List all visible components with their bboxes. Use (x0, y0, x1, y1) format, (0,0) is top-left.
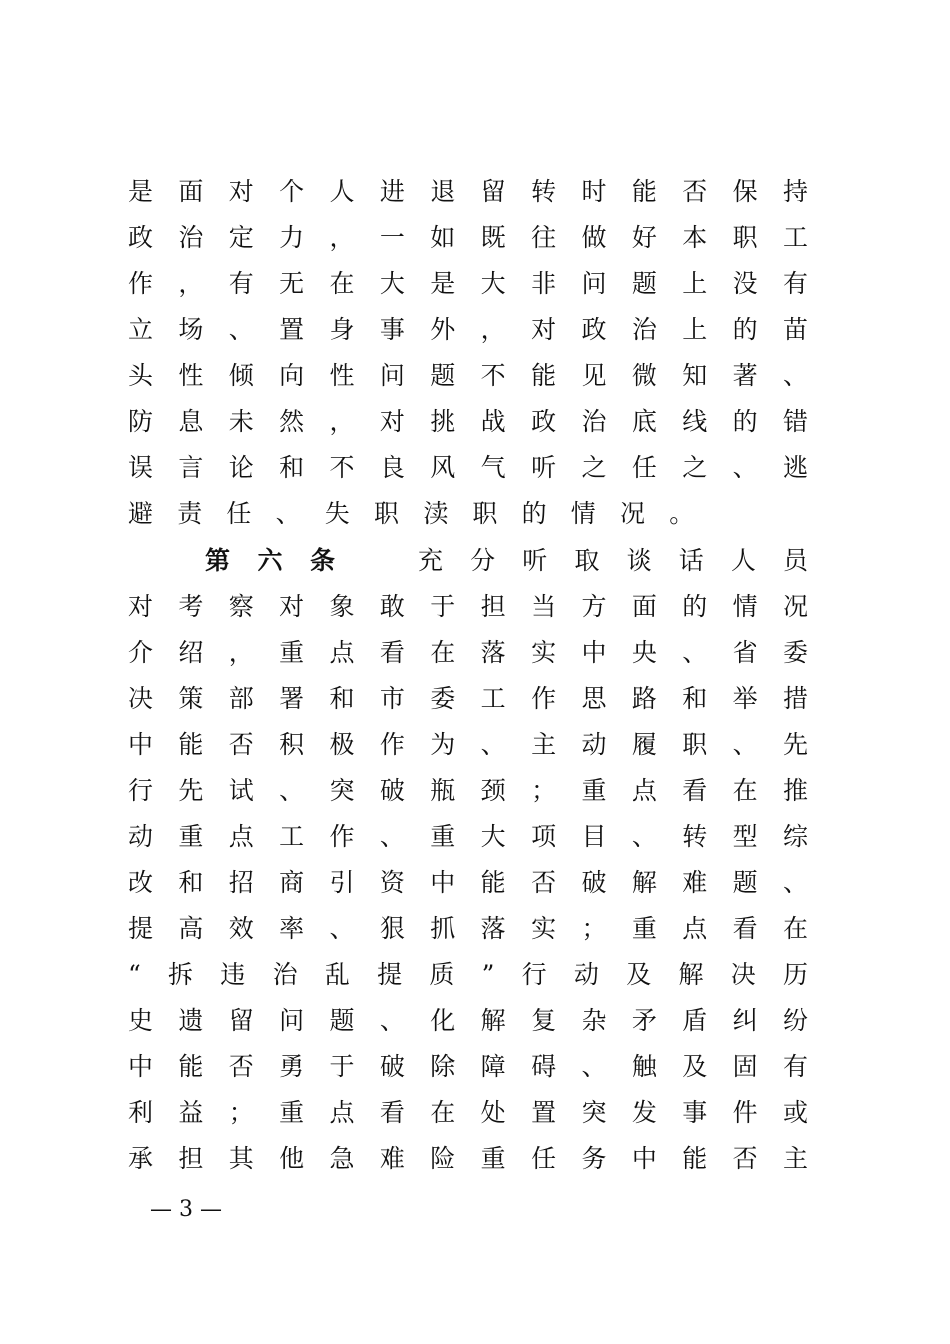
text-line: “拆违治乱提质”行动及解决历 (128, 960, 808, 989)
text-line: 作，有无在大是大非问题上没有 (128, 269, 808, 298)
text-line: 误言论和不良风气听之任之、逃 (128, 453, 808, 482)
text-line: 决策部署和市委工作思路和举措 (128, 684, 808, 713)
page-number: — 3 — (150, 1197, 222, 1222)
text-line: 介绍，重点看在落实中央、省委 (128, 638, 808, 667)
text-line: 利益；重点看在处置突发事件或 (128, 1098, 808, 1127)
text-line-paragraph-end: 避责任、失职渎职的情况。 (128, 499, 719, 528)
text-line: 动重点工作、重大项目、转型综 (128, 822, 808, 851)
text-line: 头性倾向性问题不能见微知著、 (128, 361, 808, 390)
article-heading: 第六条 (205, 546, 335, 575)
text-line: 史遗留问题、化解复杂矛盾纠纷 (128, 1006, 808, 1035)
text-line: 是面对个人进退留转时能否保持 (128, 177, 808, 206)
text-line: 对考察对象敢于担当方面的情况 (128, 592, 808, 621)
text-line: 行先试、突破瓶颈；重点看在推 (128, 776, 808, 805)
text-line: 政治定力，一如既往做好本职工 (128, 223, 808, 252)
article-first-line: 充分听取谈话人员 (418, 546, 808, 575)
text-line: 承担其他急难险重任务中能否主 (128, 1144, 808, 1173)
text-line: 立场、置身事外，对政治上的苗 (128, 315, 808, 344)
text-line: 中能否勇于破除障碍、触及固有 (128, 1052, 808, 1081)
text-line: 提高效率、狠抓落实；重点看在 (128, 914, 808, 943)
text-line: 改和招商引资中能否破解难题、 (128, 868, 808, 897)
text-line: 中能否积极作为、主动履职、先 (128, 730, 808, 759)
text-line: 防息未然，对挑战政治底线的错 (128, 407, 808, 436)
